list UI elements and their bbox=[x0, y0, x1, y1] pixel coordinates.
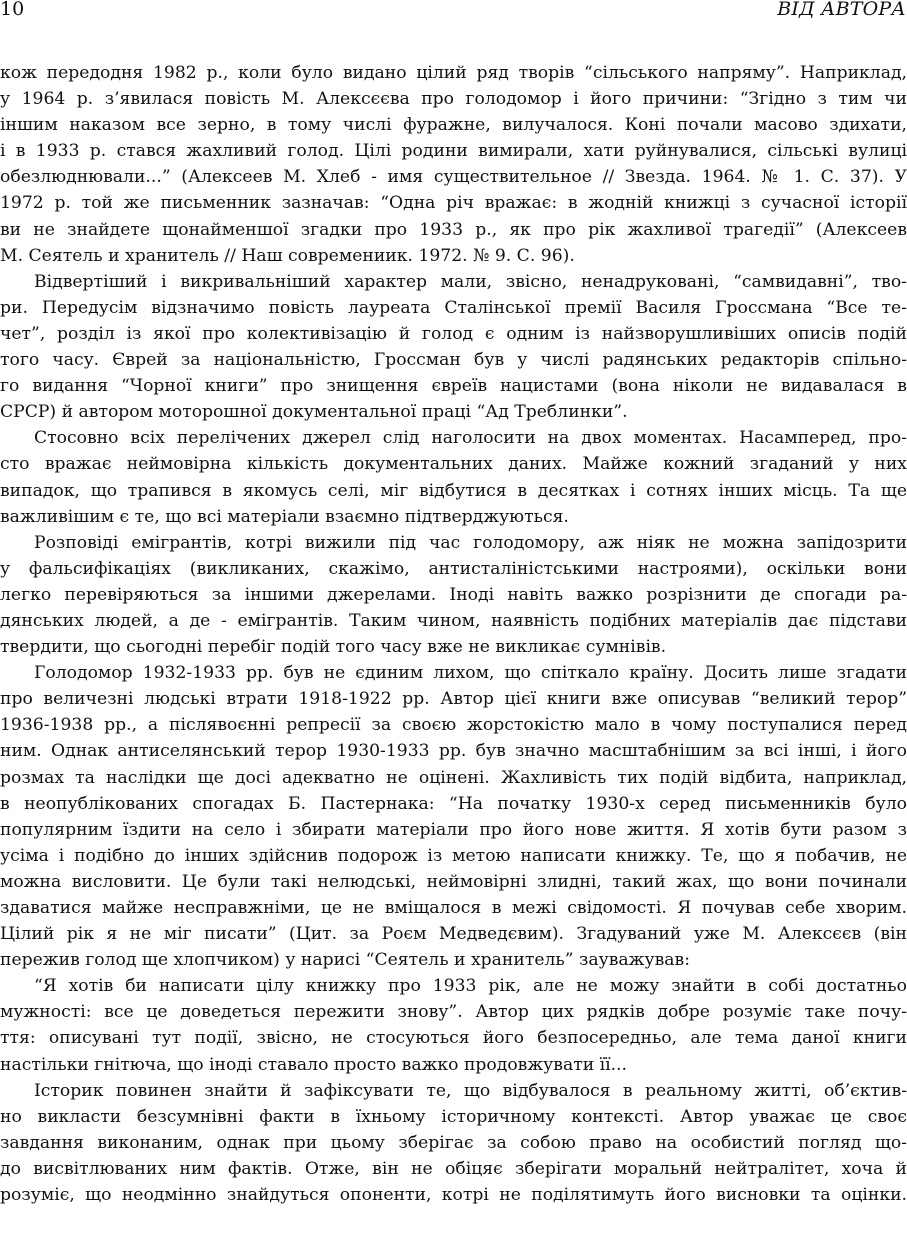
text-line: і в 1933 р. стався жахливий голод. Цілі родини вимирали, хати руйнувалися, сільські вулиці bbox=[0, 141, 907, 162]
text-line: го видання “Чорної книги” про знищення євреїв нацистами (вона ніколи не видавалася в bbox=[0, 376, 907, 397]
text-line: обезлюднювали...” (Алексеев М. Хлеб - имя существительное // Звезда. 1964. № 1. С. 37). У bbox=[0, 167, 907, 188]
paragraph-first-line: “Я хотів би написати цілу книжку про 1933 рік, але не можу знайти в собі достатньо bbox=[34, 976, 907, 997]
text-line: СРСР) й автором моторошної документальної праці “Ад Треблинки”. bbox=[0, 402, 628, 423]
text-line: пережив голод ще хлопчиком) у нарисі “Сеятель и хранитель” зауважував: bbox=[0, 950, 690, 971]
text-line: сто вражає неймовірна кількість документальних даних. Майже кожний згаданий у них bbox=[0, 454, 907, 475]
text-line: здаватися майже несправжніми, це не вміщалося в межі свідомості. Я почував себе хворим. bbox=[0, 898, 907, 918]
text-line: розуміє, що неодмінно знайдуться опоненти, котрі не поділятимуть його висновки та оцінки. bbox=[0, 1185, 907, 1206]
text-line: 1972 р. той же письменник зазначав: “Одна річ вражає: в жодній книжці з сучасної історії bbox=[0, 193, 907, 214]
paragraph-first-line: Стосовно всіх перелічених джерел слід наголосити на двох моментах. Насамперед, про- bbox=[34, 428, 907, 449]
text-line: легко перевіряються за іншими джерелами. Іноді навіть важко розрізнити де спогади ра- bbox=[0, 584, 907, 605]
paragraph-first-line: Розповіді емігрантів, котрі вижили під час голодомору, аж ніяк не можна запідозрити bbox=[34, 532, 907, 553]
text-line: кож передодня 1982 р., коли було видано цілий ряд творів “сільського напряму”. Наприклад, bbox=[0, 63, 907, 83]
text-line: дянських людей, а де - емігрантів. Таким чином, наявність подібних матеріалів дає підстави bbox=[0, 610, 907, 631]
text-line: ви не знайдете щонайменшої згадки про 1933 р., як про рік жахливої трагедії” (Алексеев bbox=[0, 219, 907, 240]
text-line: до висвітлюваних ним фактів. Отже, він не обіцяє зберігати моральнй нейтралітет, хоча й bbox=[0, 1158, 907, 1179]
text-line: популярним їздити на село і збирати матеріали про його нове життя. Я хотів бути разом з bbox=[0, 819, 907, 840]
text-line: завдання виконаним, однак при цьому зберігає за собою право на особистий погляд що- bbox=[0, 1132, 907, 1153]
text-line: в неопублікованих спогадах Б. Пастернака: “На початку 1930-х серед письменників було bbox=[0, 793, 907, 814]
text-line: розмах та наслідки ще досі адекватно не оцінені. Жахливість тих подій відбита, наприклад, bbox=[0, 767, 907, 788]
text-line: ним. Однак антиселянський терор 1930-1933 рр. був значно масштабнішим за всі інші, і його bbox=[0, 741, 907, 762]
paragraph-first-line: Історик повинен знайти й зафіксувати те, що відбувалося в реальному житті, об’єктив- bbox=[34, 1080, 907, 1101]
text-line: усіма і подібно до інших здійснив подорож із метою написати книжку. Те, що я побачив, не bbox=[0, 845, 907, 866]
text-line: випадок, що трапився в якомусь селі, міг відбутися в десятках і сотнях інших місць. Та ще bbox=[0, 480, 907, 501]
text-line: у 1964 р. з’явилася повість М. Алексєєва про голодомор і його причини: “Згідно з тим чи bbox=[0, 89, 907, 110]
text-line: іншим наказом все зерно, в тому числі фуражне, вилучалося. Коні почали масово здихати, bbox=[0, 115, 907, 136]
text-line: того часу. Єврей за національністю, Гроссман був у числі радянських редакторів спільно- bbox=[0, 350, 907, 371]
running-header bbox=[0, 0, 907, 24]
paragraph-first-line: Відвертіший і викривальніший характер мали, звісно, ненадруковані, “самвидавні”, тво- bbox=[34, 271, 907, 292]
text-line: настільки гнітюча, що іноді ставало просто важко продовжувати її... bbox=[0, 1054, 628, 1075]
body-text bbox=[0, 60, 907, 1208]
text-line: Цілий рік я не міг писати” (Цит. за Роєм Медведєвим). Згадуваний уже М. Алексєєв (він bbox=[0, 924, 907, 945]
text-line: ри. Передусім відзначимо повість лауреата Сталінської премії Василя Гроссмана “Все те- bbox=[0, 297, 907, 318]
text-line: можна висловити. Це були такі нелюдські, неймовірні злидні, такий жах, що вони починали bbox=[0, 871, 907, 892]
text-line: мужності: все це доведеться пережити знову”. Автор цих рядків добре розуміє таке почу- bbox=[0, 1002, 907, 1023]
running-section-title: ВІД АВТОРА bbox=[777, 0, 906, 20]
text-line: М. Сеятель и хранитель // Наш современиик. 1972. № 9. С. 96). bbox=[0, 245, 575, 266]
text-line: твердити, що сьогодні перебіг подій того часу вже не викликає сумнівів. bbox=[0, 637, 667, 658]
text-line: чет”, розділ із якої про колективізацію й голод є одним із найзворушливіших описів подій bbox=[0, 323, 907, 344]
text-line: про величезні людські втрати 1918-1922 рр. Автор цієї книги вже описував “великий терор” bbox=[0, 689, 907, 710]
text-line: ття: описувані тут події, звісно, не стосуються його безпосередньо, але тема даної книги bbox=[0, 1028, 907, 1049]
text-line: важливішим є те, що всі матеріали взаємно підтверджуються. bbox=[0, 506, 569, 527]
text-line: у фальсифікаціях (викликаних, скажімо, антисталіністськими настроями), оскільки вони bbox=[0, 558, 907, 579]
page-number: 10 bbox=[0, 0, 25, 20]
text-line: но викласти безсумнівні факти в їхньому історичному контексті. Автор уважає це своє bbox=[0, 1106, 907, 1127]
paragraph-first-line: Голодомор 1932-1933 рр. був не єдиним лихом, що спіткало країну. Досить лише згадати bbox=[34, 663, 907, 684]
text-line: 1936-1938 рр., а післявоєнні репресії за своєю жорстокістю мало в чому поступалися перед bbox=[0, 715, 907, 736]
